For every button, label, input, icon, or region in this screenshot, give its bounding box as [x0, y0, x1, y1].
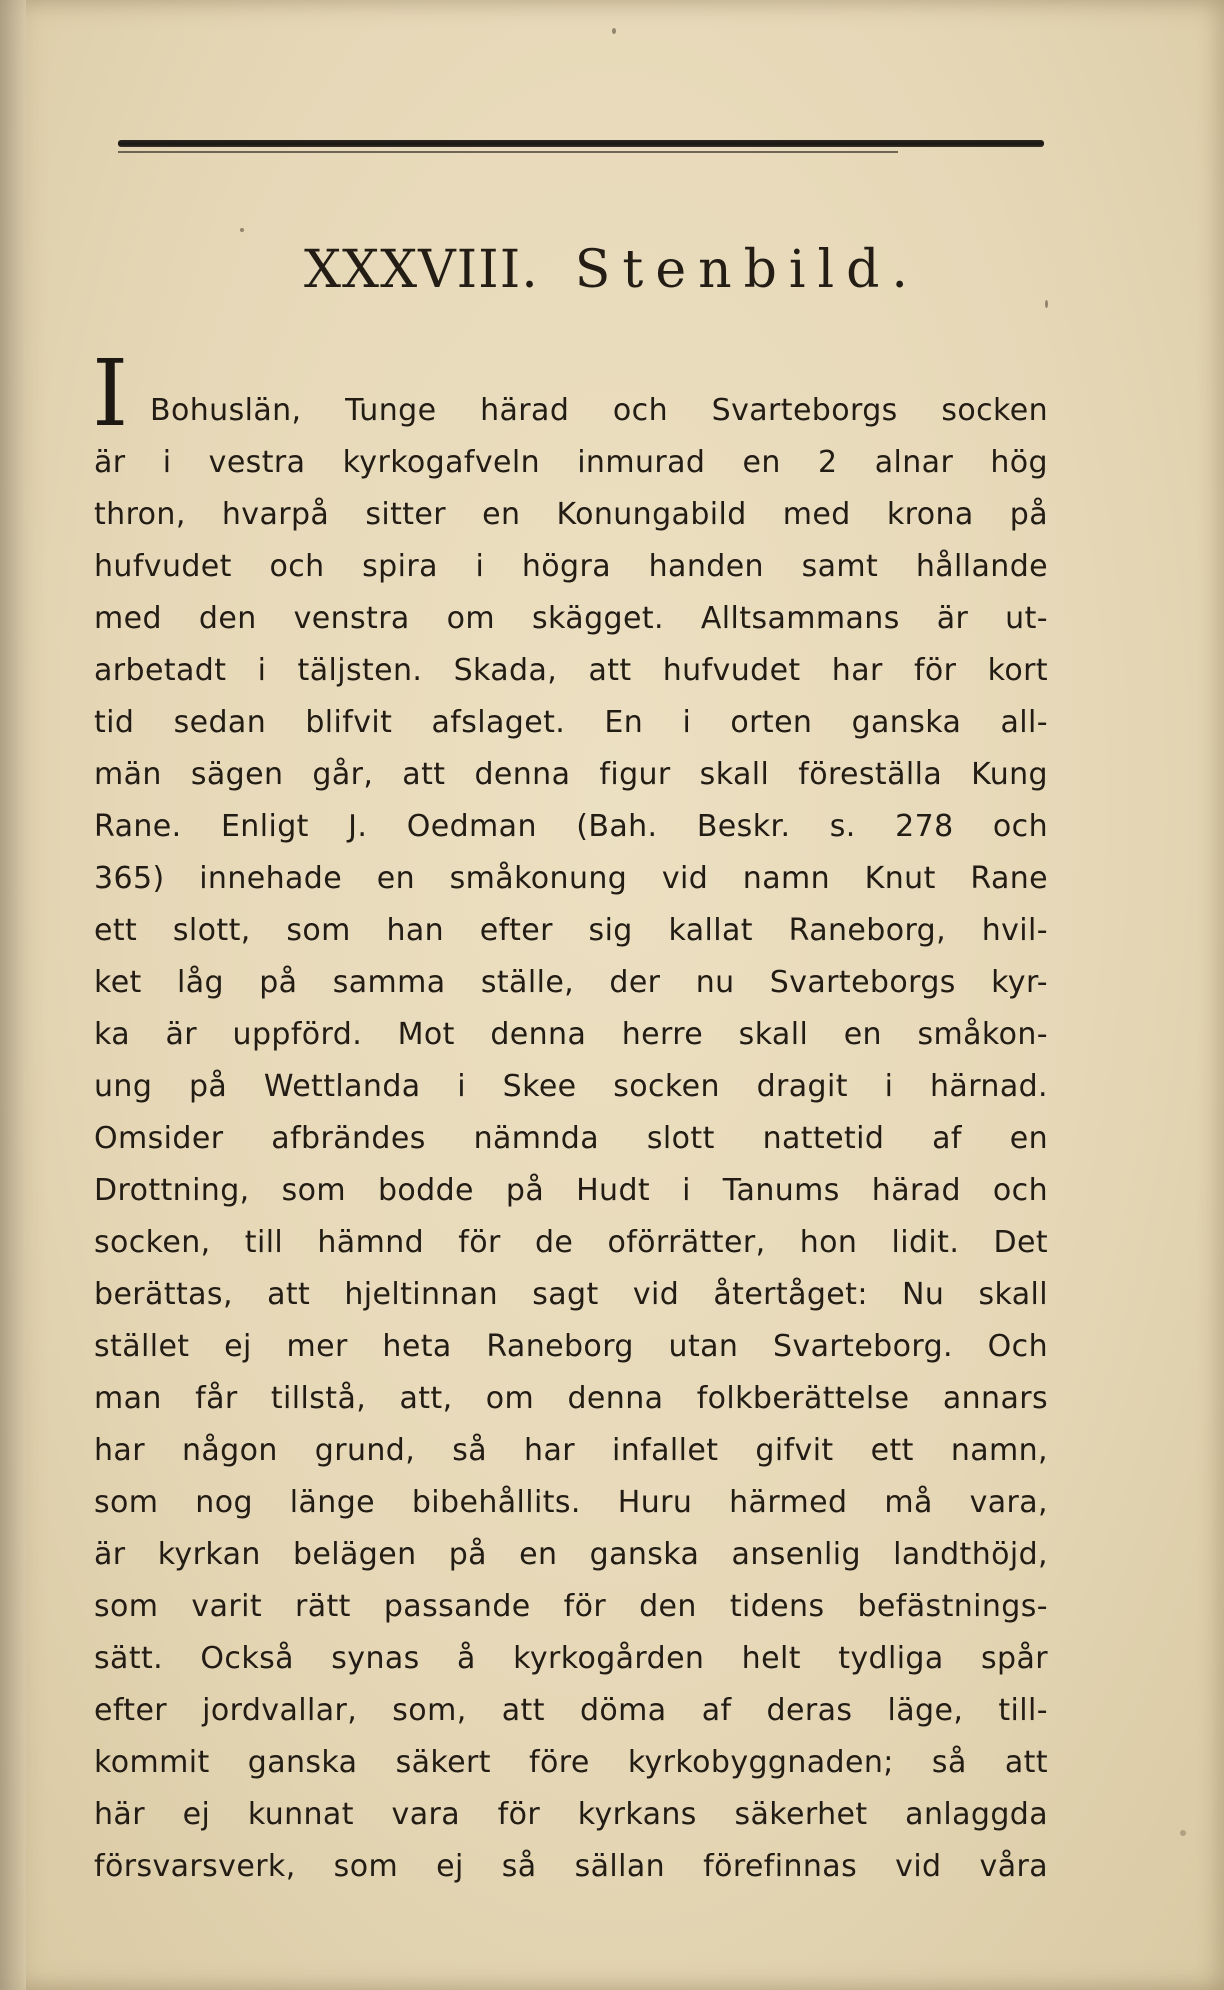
text-line: Omsider afbrändes nämnda slott nattetid af en [94, 1121, 1048, 1156]
text-line: som varit rätt passande för den tidens befästnings- [94, 1589, 1048, 1624]
paper-speck [612, 28, 616, 34]
text-line: hufvudet och spira i högra handen samt hållande [94, 549, 1048, 584]
chapter-numeral: XXXVIII. [304, 240, 539, 300]
chapter-heading [0, 240, 1224, 300]
text-line: tid sedan blifvit afslaget. En i orten ganska all- [94, 705, 1048, 740]
text-line: ka är uppförd. Mot denna herre skall en småkon- [94, 1017, 1048, 1052]
text-line: män sägen går, att denna figur skall föreställa Kung [94, 757, 1048, 792]
text-line: berättas, att hjeltinnan sagt vid återtåget: Nu skall [94, 1277, 1048, 1312]
text-line: efter jordvallar, som, att döma af deras läge, till- [94, 1693, 1048, 1728]
text-line: här ej kunnat vara för kyrkans säkerhet anlaggda [94, 1797, 1048, 1832]
drop-cap: I [92, 340, 129, 447]
paper-speck [1180, 1830, 1186, 1836]
text-line: arbetadt i täljsten. Skada, att hufvudet har för kort [94, 653, 1048, 688]
text-line: ett slott, som han efter sig kallat Raneborg, hvil- [94, 913, 1048, 948]
text-line: ket låg på samma ställe, der nu Svarteborgs kyr- [94, 965, 1048, 1000]
text-line: stället ej mer heta Raneborg utan Svarteborg. Och [94, 1329, 1048, 1364]
text-line: som nog länge bibehållits. Huru härmed må vara, [94, 1485, 1048, 1520]
text-line: thron, hvarpå sitter en Konungabild med krona på [94, 497, 1048, 532]
text-line: 365) innehade en småkonung vid namn Knut Rane [94, 861, 1048, 896]
header-rule [118, 140, 1044, 147]
text-line: med den venstra om skägget. Alltsammans är ut- [94, 601, 1048, 636]
text-line: man får tillstå, att, om denna folkberättelse annars [94, 1381, 1048, 1416]
text-line: försvarsverk, som ej så sällan förefinnas vid våra [94, 1849, 1048, 1884]
text-line: sätt. Också synas å kyrkogården helt tydliga spår [94, 1641, 1048, 1676]
text-line: Bohuslän, Tunge härad och Svarteborgs socken [150, 393, 1048, 428]
text-line: kommit ganska säkert före kyrkobyggnaden; så att [94, 1745, 1048, 1780]
text-line: är kyrkan belägen på en ganska ansenlig landthöjd, [94, 1537, 1048, 1572]
text-line: ung på Wettlanda i Skee socken dragit i härnad. [94, 1069, 1048, 1104]
text-line: är i vestra kyrkogafveln inmurad en 2 alnar hög [94, 445, 1048, 480]
body-paragraph [94, 385, 1048, 1893]
paper-speck [1045, 300, 1048, 308]
text-line: har någon grund, så har infallet gifvit ett namn, [94, 1433, 1048, 1468]
header-rule-thin [118, 151, 898, 153]
text-line: Drottning, som bodde på Hudt i Tanums härad och [94, 1173, 1048, 1208]
paper-speck [240, 228, 244, 232]
chapter-title: Stenbild. [574, 240, 920, 300]
text-line: socken, till hämnd för de oförrätter, hon lidit. Det [94, 1225, 1048, 1260]
text-line: Rane. Enligt J. Oedman (Bah. Beskr. s. 278 och [94, 809, 1048, 844]
